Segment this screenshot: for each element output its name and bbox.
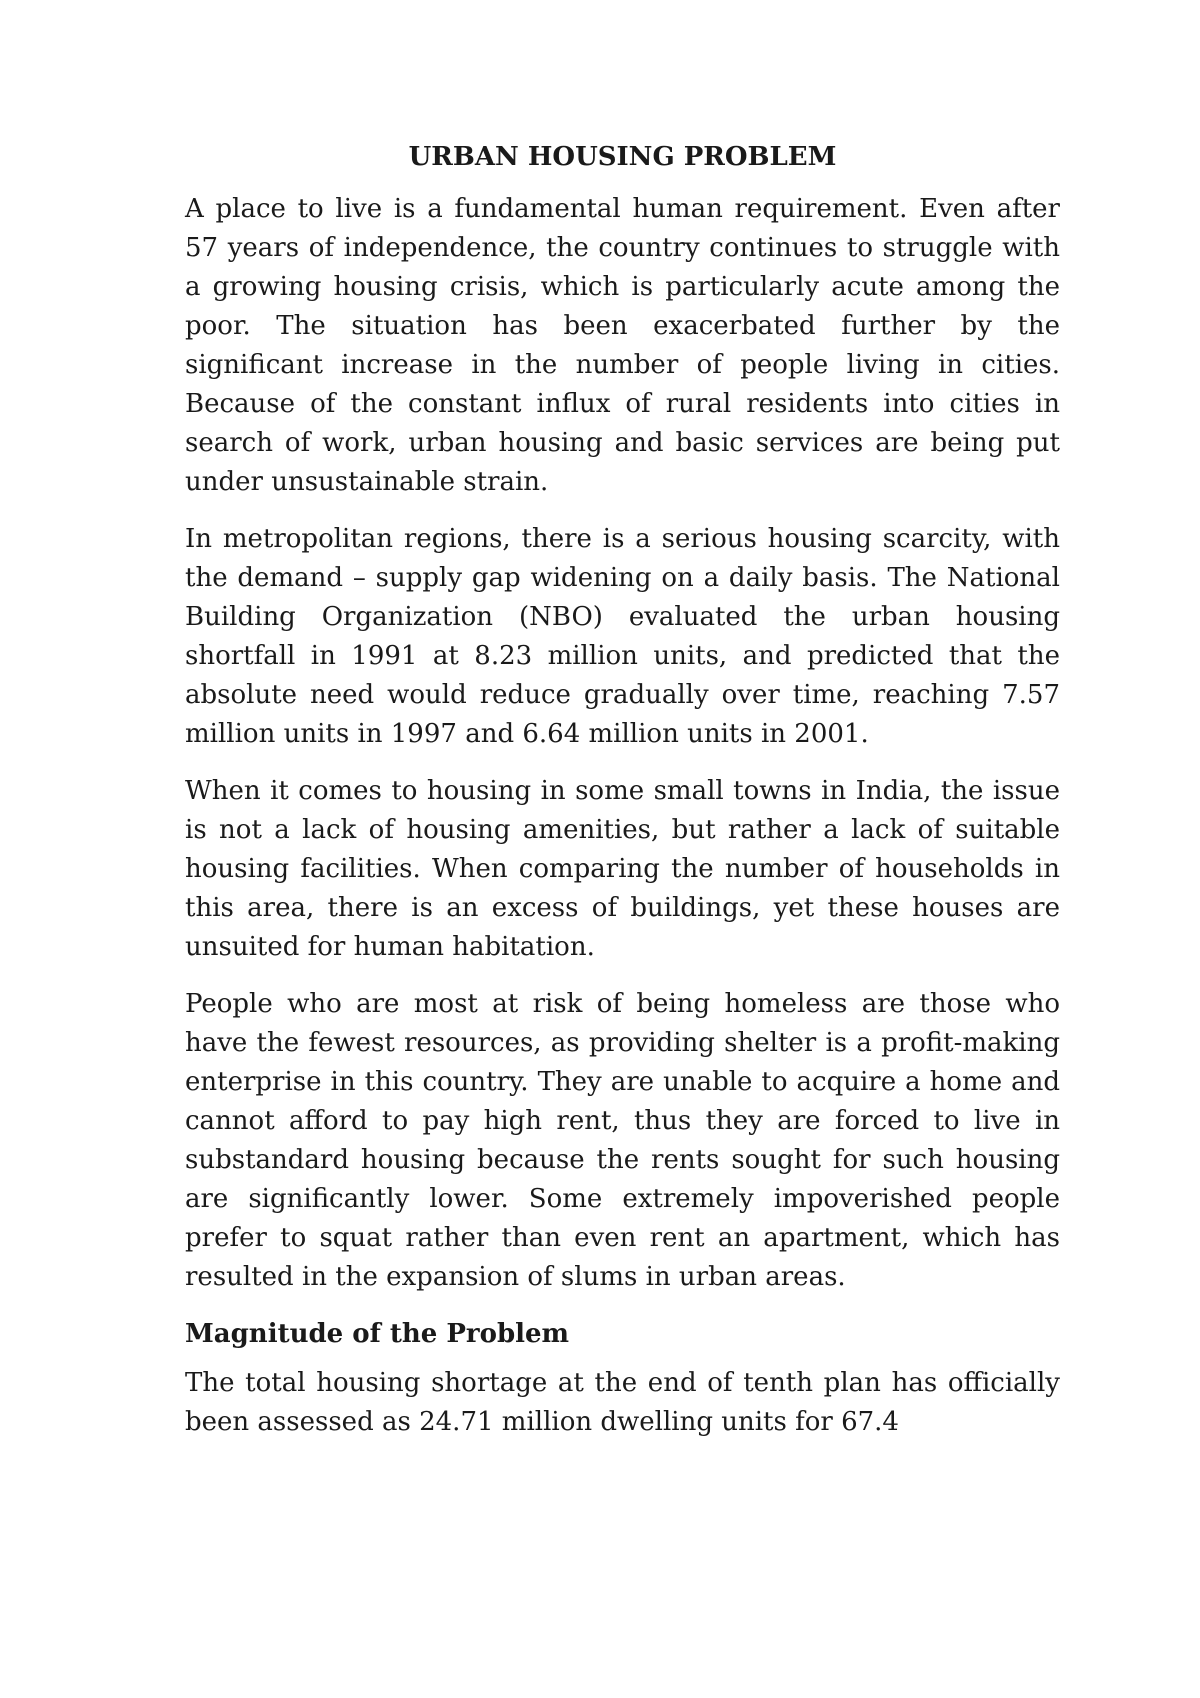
paragraph-metropolitan: In metropolitan regions, there is a serious housing scarcity, with the demand – supply gap widening on a daily basis. The National Building Organization (NBO) evaluated the urban housing shortfall in 1991 at 8.23 million units, and predicted that the absolute need would reduce gradually over time, reaching 7.57 million units in 1997 and 6.64 million units in 2001. xyxy=(185,524,1060,749)
section-heading: Magnitude of the Problem xyxy=(185,1319,570,1349)
paragraph-magnitude: The total housing shortage at the end of tenth plan has officially been assessed as 24.71 million dwelling units for 67.4 xyxy=(185,1368,1060,1437)
paragraph-small-towns: When it comes to housing in some small towns in India, the issue is not a lack of housing amenities, but rather a lack of suitable housing facilities. When comparing the number of households in this area, there is an excess of buildings, yet these houses are unsuited for human habitation. xyxy=(185,776,1060,962)
document-title: URBAN HOUSING PROBLEM xyxy=(408,142,837,172)
document-page xyxy=(185,138,1060,1460)
paragraph-intro: A place to live is a fundamental human requirement. Even after 57 years of independence, the country continues to struggle with a growing housing crisis, which is particularly acute among the poor. The situation has been exacerbated further by the significant increase in the number of people living in cities. Because of the constant influx of rural residents into cities in search of work, urban housing and basic services are being put under unsustainable strain. xyxy=(185,194,1060,497)
paragraph-homeless: People who are most at risk of being homeless are those who have the fewest resources, as providing shelter is a profit-making enterprise in this country. They are unable to acquire a home and cannot afford to pay high rent, thus they are forced to live in substandard housing because the rents sought for such housing are significantly lower. Some extremely impoverished people prefer to squat rather than even rent an apartment, which has resulted in the expansion of slums in urban areas. xyxy=(185,989,1060,1292)
